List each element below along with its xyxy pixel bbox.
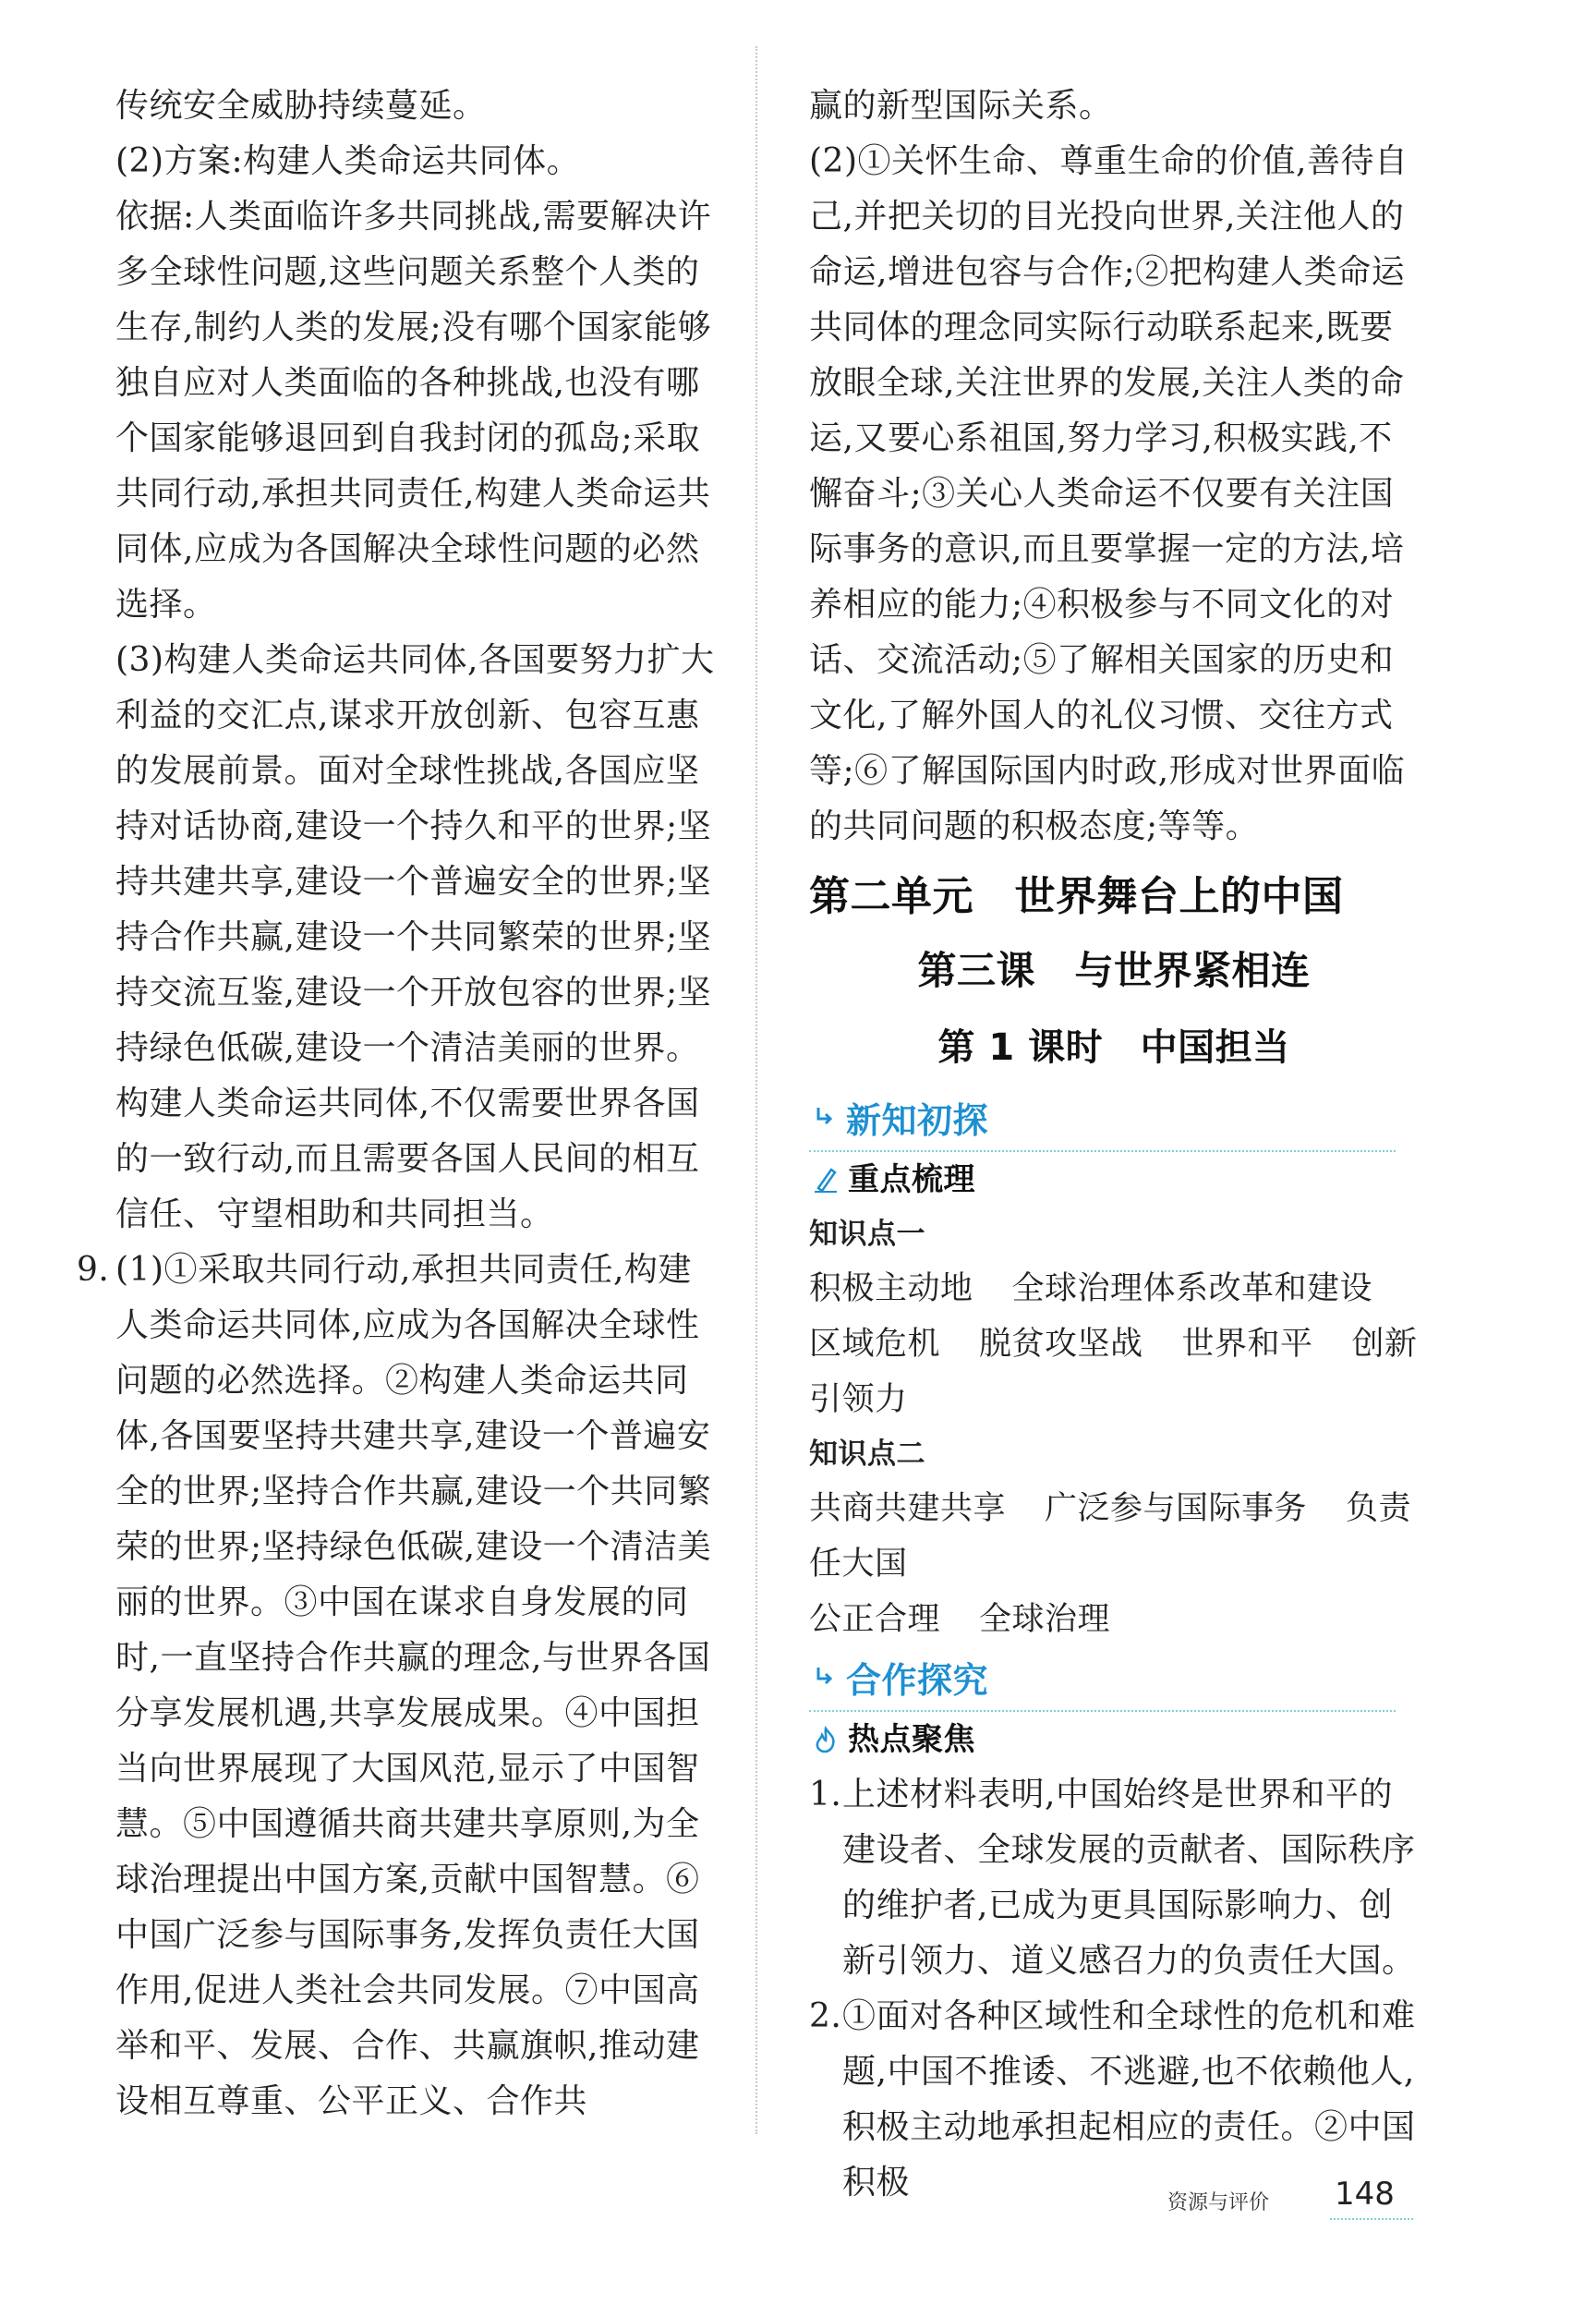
unit-title: 第二单元 世界舞台上的中国	[809, 873, 1344, 920]
period-title: 第 1 课时 中国担当	[937, 1026, 1290, 1069]
knowledge-point-terms	[809, 1261, 1419, 1427]
section-cooperative-inquiry	[809, 1653, 1396, 1712]
answer-9	[77, 1243, 725, 2129]
term: 共商共建共享	[809, 1490, 1007, 1527]
answer-text: ①面对各种区域性和全球性的危机和难题,中国不推诿、不逃避,也不依赖他人,积极主动地承担起相应的责任。②中国积极	[842, 1997, 1416, 2202]
paragraph: (2)方案:构建人类命运共同体。	[115, 142, 581, 180]
subsection-label: 重点梳理	[848, 1161, 975, 1198]
pen-icon	[813, 1166, 839, 1194]
page-number: 148	[1335, 2176, 1395, 2213]
column-divider	[756, 46, 757, 2134]
term: 广泛参与国际事务	[1045, 1490, 1308, 1527]
right-column	[809, 79, 1419, 2211]
term: 负责任大国	[809, 1490, 1412, 1583]
knowledge-point-label: 知识点二	[809, 1438, 925, 1471]
left-column	[77, 79, 725, 2129]
answer-text: (1)①采取共同行动,承担共同责任,构建人类命运共同体,应成为各国解决全球性问题的必然选择。②构建人类命运共同体,各国要坚持共建共享,建设一个普遍安全的世界;坚持合作共赢,建设一个共同繁荣的世界;坚持绿色低碳,建设一个清洁美丽的世界。③中国在谋求自身发展的同时,一直坚持合作共赢的理念,与世界各国分享发展机遇,共享发展成果。④中国担当向世界展现了大国风范,显示了中国智慧。⑤中国遵循共商共建共享原则,为全球治理提出中国方案,贡献中国智慧。⑥中国广泛参与国际事务,发挥负责任大国作用,促进人类社会共同发展。⑦中国高举和平、发展、合作、共赢旗帜,推动建设相互尊重、公平正义、合作共	[115, 1251, 712, 2120]
term: 全球治理体系改革和建设	[1011, 1270, 1373, 1307]
section-label: 合作探究	[846, 1660, 989, 1701]
answer-1	[809, 1767, 1419, 1989]
term: 公正合理	[809, 1601, 941, 1638]
paragraph: (3)构建人类命运共同体,各国要努力扩大利益的交汇点,谋求开放创新、包容互惠的发展前景。面对全球性挑战,各国应坚持对话协商,建设一个持久和平的世界;坚持共建共享,建设一个普遍安全的世界;坚持合作共赢,建设一个共同繁荣的世界;坚持交流互鉴,建设一个开放包容的世界;坚持绿色低碳,建设一个清洁美丽的世界。构建人类命运共同体,不仅需要世界各国的一致行动,而且需要各国人民间的相互信任、守望相助和共同担当。	[115, 641, 715, 1233]
section-label: 新知初探	[846, 1100, 989, 1141]
arrow-icon	[815, 1104, 835, 1124]
arrow-icon	[815, 1664, 835, 1684]
answer-text: 上述材料表明,中国始终是世界和平的建设者、全球发展的贡献者、国际秩序的维护者,已成为更具国际影响力、创新引领力、道义感召力的负责任大国。	[842, 1776, 1416, 1980]
term: 区域危机	[809, 1326, 941, 1363]
footer-underline	[1330, 2218, 1413, 2220]
term: 积极主动地	[809, 1270, 973, 1307]
section-new-knowledge	[809, 1093, 1396, 1152]
paragraph: 传统安全威胁持续蔓延。	[115, 87, 487, 125]
paragraph: (2)①关怀生命、尊重生命的价值,善待自己,并把关切的目光投向世界,关注他人的命运,增进包容与合作;②把构建人类命运共同体的理念同实际行动联系起来,既要放眼全球,关注世界的发展,关注人类的命运,又要心系祖国,努力学习,积极实践,不懈奋斗;③关心人类命运不仅要有关注国际事务的意识,而且要掌握一定的方法,培养相应的能力;④积极参与不同文化的对话、交流活动;⑤了解相关国家的历史和文化,了解外国人的礼仪习惯、交往方式等;⑥了解国际国内时政,形成对世界面临的共同问题的积极态度;等等。	[809, 142, 1409, 845]
answer-number: 9.	[77, 1251, 110, 1289]
subsection-key-points	[809, 1152, 1419, 1207]
term: 创新引领力	[809, 1326, 1418, 1418]
source-label: 资源与评价	[1167, 2191, 1270, 2214]
term: 脱贫攻坚战	[979, 1326, 1143, 1363]
paragraph: 赢的新型国际关系。	[809, 87, 1113, 125]
page-footer	[1145, 2176, 1422, 2222]
lesson-title: 第三课 与世界紧相连	[917, 948, 1311, 993]
subsection-hot-topics	[809, 1712, 1419, 1767]
answer-number: 1.	[809, 1776, 842, 1814]
knowledge-point-label: 知识点一	[809, 1218, 925, 1251]
paragraph: 依据:人类面临许多共同挑战,需要解决许多全球性问题,这些问题关系整个人类的生存,制约人类的发展;没有哪个国家能够独自应对人类面临的各种挑战,也没有哪个国家能够退回到自我封闭的孤岛;采取共同行动,承担共同责任,构建人类命运共同体,应成为各国解决全球性问题的必然选择。	[115, 198, 712, 624]
term: 世界和平	[1181, 1326, 1313, 1363]
flame-icon	[813, 1726, 839, 1753]
knowledge-point-terms	[809, 1481, 1419, 1647]
subsection-label: 热点聚焦	[848, 1721, 975, 1758]
term: 全球治理	[979, 1601, 1111, 1638]
answer-number: 2.	[809, 1997, 842, 2035]
